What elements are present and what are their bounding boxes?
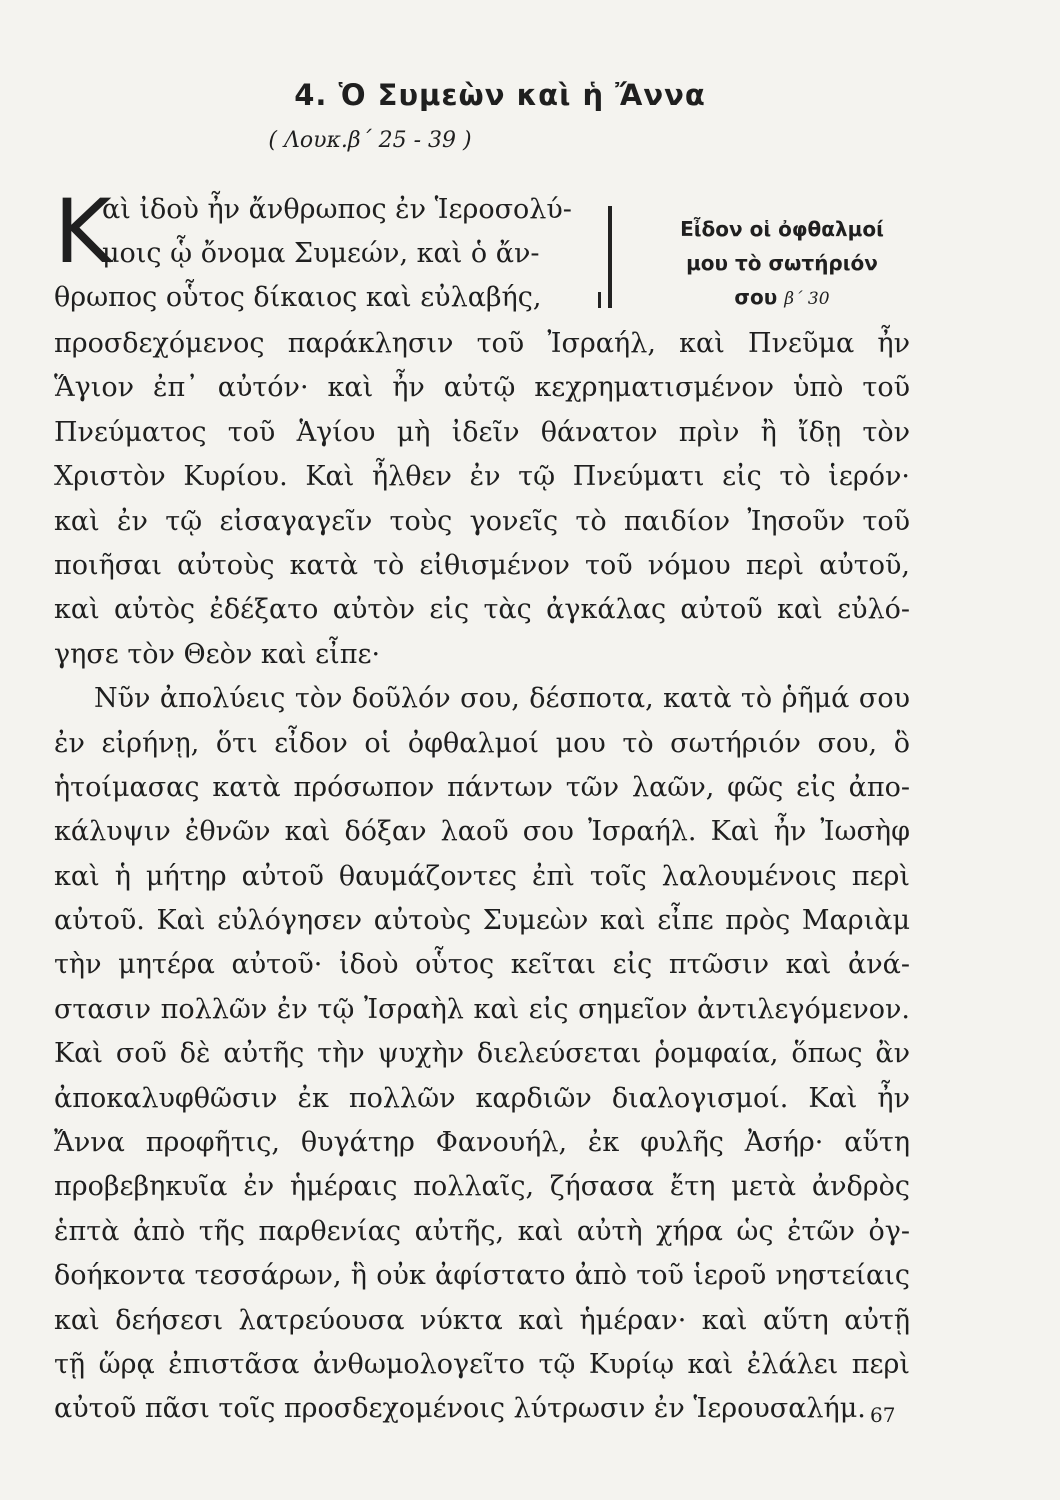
opening-line: μοις ᾧ ὄνομα Συμεών, καὶ ὁ ἄν- (102, 238, 540, 269)
text-line: καὶ ἐν τῷ εἰσαγαγεῖν τοὺς γονεῖς τὸ παιδίον Ἰησοῦν τοῦ (54, 505, 910, 537)
margin-quote (608, 206, 922, 308)
text-line: ἡτοίμασας κατὰ πρόσωπον πάντων τῶν λαῶν, φῶς εἰς ἀπο- (54, 771, 910, 803)
margin-quote-word: σου (734, 285, 778, 309)
drop-cap: Κ (54, 180, 112, 283)
margin-quote-line (652, 280, 912, 316)
text-line: καὶ αὐτὸς ἐδέξατο αὐτὸν εἰς τὰς ἀγκάλας αὐτοῦ καὶ εὐλό- (54, 594, 910, 626)
text-line: ἀποκαλυφθῶσιν ἐκ πολλῶν καρδιῶν διαλογισμοί. Καὶ ἦν (54, 1082, 910, 1114)
text-line: Χριστὸν Κυρίου. Καὶ ἦλθεν ἐν τῷ Πνεύματι εἰς τὸ ἱερόν· (54, 461, 910, 493)
text-line: τὴν μητέρα αὐτοῦ· ἰδοὺ οὗτος κεῖται εἰς πτῶσιν καὶ ἀνά- (54, 949, 910, 981)
text-line: προβεβηκυῖα ἐν ἡμέραις πολλαῖς, ζήσασα ἔτη μετὰ ἀνδρὸς (54, 1171, 910, 1203)
margin-quote-text (652, 212, 912, 316)
text-line: ἐν εἰρήνῃ, ὅτι εἶδον οἱ ὀφθαλμοί μου τὸ σωτήριόν σου, ὃ (54, 727, 910, 759)
opening-line: θρωπος οὗτος δίκαιος καὶ εὐλαβής, (54, 282, 542, 313)
text-line: κάλυψιν ἐθνῶν καὶ δόξαν λαοῦ σου Ἰσραήλ. Καὶ ἦν Ἰωσὴφ (54, 816, 910, 848)
margin-quote-ref: β΄ 30 (784, 289, 830, 309)
text-line: Ἅγιον ἐπ᾿ αὐτόν· καὶ ἦν αὐτῷ κεχρηματισμένον ὑπὸ τοῦ (54, 372, 910, 404)
text-line: δοήκοντα τεσσάρων, ἣ οὐκ ἀφίστατο ἀπὸ τοῦ ἱεροῦ νηστείαις (54, 1260, 910, 1292)
text-line: γησε τὸν Θεὸν καὶ εἶπε· (54, 638, 381, 670)
text-line: καὶ ἡ μήτηρ αὐτοῦ θαυμάζοντες ἐπὶ τοῖς λαλουμένοις περὶ (54, 860, 910, 892)
text-line: στασιν πολλῶν ἐν τῷ Ἰσραὴλ καὶ εἰς σημεῖον ἀντιλεγόμενον. (54, 993, 910, 1025)
text-line: Καὶ σοῦ δὲ αὐτῆς τὴν ψυχὴν διελεύσεται ῥομφαία, ὅπως ἂν (54, 1038, 910, 1070)
text-line: ποιῆσαι αὐτοὺς κατὰ τὸ εἰθισμένον τοῦ νόμου περὶ αὐτοῦ, (54, 549, 910, 581)
text-line: Ἄννα προφῆτις, θυγάτηρ Φανουήλ, ἐκ φυλῆς Ἀσήρ· αὕτη (54, 1127, 910, 1159)
scripture-reference: ( Λουκ.β΄ 25 - 39 ) (268, 128, 472, 153)
text-line: ἑπτὰ ἀπὸ τῆς παρθενίας αὐτῆς, καὶ αὐτὴ χήρα ὡς ἐτῶν ὀγ- (54, 1215, 910, 1247)
body-text (54, 322, 910, 1432)
margin-quote-line: Εἶδον οἱ ὀφθαλμοί (680, 217, 884, 241)
text-line: προσδεχόμενος παράκλησιν τοῦ Ἰσραήλ, καὶ Πνεῦμα ἦν (54, 328, 910, 359)
text-line: αὐτοῦ. Καὶ εὐλόγησεν αὐτοὺς Συμεὼν καὶ εἶπε πρὸς Μαριὰμ (54, 905, 910, 937)
text-line: τῇ ὥρᾳ ἐπιστᾶσα ἀνθωμολογεῖτο τῷ Κυρίῳ καὶ ἐλάλει περὶ (54, 1348, 910, 1380)
page-number: 67 (870, 1403, 896, 1427)
opening-line: αὶ ἰδοὺ ἦν ἄνθρωπος ἐν Ἱεροσολύ- (102, 194, 572, 225)
margin-quote-line: μου τὸ σωτήριόν (686, 251, 878, 275)
text-line: Νῦν ἀπολύεις τὸν δοῦλόν σου, δέσποτα, κατὰ τὸ ῥῆμά σου (94, 683, 910, 715)
text-line: καὶ δεήσεσι λατρεύουσα νύκτα καὶ ἡμέραν· καὶ αὕτη αὐτῇ (54, 1304, 910, 1336)
text-line: Πνεύματος τοῦ Ἁγίου μὴ ἰδεῖν θάνατον πρὶν ἢ ἴδῃ τὸν (54, 416, 910, 448)
text-line: αὐτοῦ πᾶσι τοῖς προσδεχομένοις λύτρωσιν ἐν Ἱερουσαλήμ. (54, 1393, 866, 1425)
section-title: 4. Ὁ Συμεὼν καὶ ἡ Ἄννα (294, 78, 706, 112)
